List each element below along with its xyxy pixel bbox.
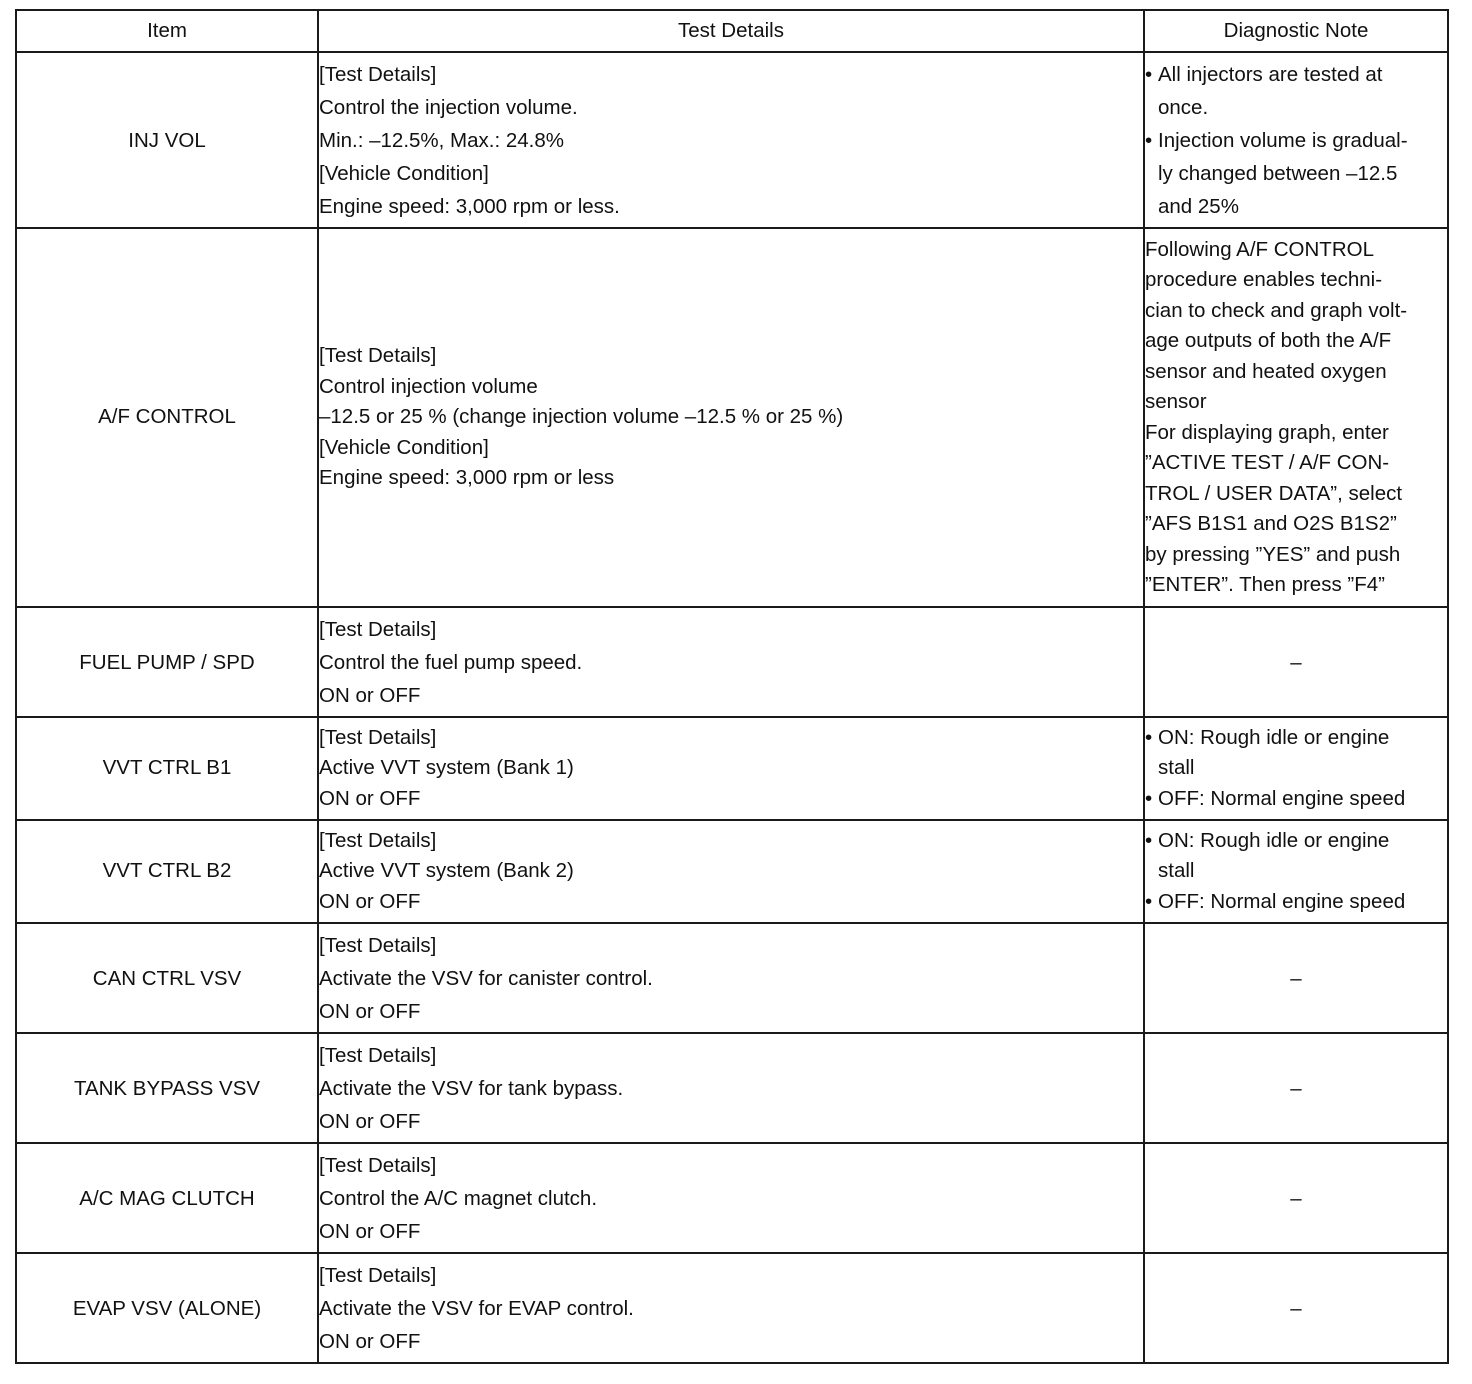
details-line: [Test Details]: [319, 344, 437, 368]
details-cell: [318, 52, 1144, 228]
details-line: Activate the VSV for EVAP control.: [319, 1296, 634, 1320]
note-line: ”ENTER”. Then press ”F4”: [1145, 573, 1385, 596]
details-cell: [318, 717, 1144, 820]
details-line: [Test Details]: [319, 1263, 437, 1287]
details-line: [Test Details]: [319, 62, 437, 86]
note-bullet: [1145, 723, 1447, 784]
note-line: stall: [1158, 756, 1195, 780]
details-line: Engine speed: 3,000 rpm or less.: [319, 194, 620, 218]
table-row: [16, 1143, 1448, 1253]
note-line: OFF: Normal engine speed: [1158, 786, 1406, 810]
bullet-dot-icon: •: [1145, 128, 1153, 152]
note-cell: [1144, 820, 1448, 923]
table-row: [16, 717, 1448, 820]
note-line: procedure enables techni-: [1145, 268, 1383, 291]
item-cell: VVT CTRL B2: [16, 820, 318, 923]
table-row: [16, 228, 1448, 607]
details-line: Active VVT system (Bank 2): [319, 859, 574, 883]
note-line: All injectors are tested at: [1158, 62, 1383, 86]
details-line: Active VVT system (Bank 1): [319, 756, 574, 780]
note-line: and 25%: [1158, 194, 1239, 218]
details-line: [Test Details]: [319, 617, 437, 641]
item-cell: CAN CTRL VSV: [16, 923, 318, 1033]
item-cell: VVT CTRL B1: [16, 717, 318, 820]
details-line: ON or OFF: [319, 1329, 421, 1353]
details-line: ON or OFF: [319, 889, 421, 913]
details-line: Control injection volume: [319, 374, 538, 398]
note-line: by pressing ”YES” and push: [1145, 542, 1401, 566]
note-line: ly changed between –12.5: [1158, 161, 1398, 185]
note-line: ”AFS B1S1 and O2S B1S2”: [1145, 512, 1397, 535]
note-bullet-list: [1145, 58, 1447, 223]
details-line: Control the fuel pump speed.: [319, 650, 583, 674]
details-line: ON or OFF: [319, 683, 421, 707]
details-line: Engine speed: 3,000 rpm or less: [319, 466, 615, 490]
details-cell: [318, 923, 1144, 1033]
details-line: –12.5 or 25 % (change injection volume –12.5 % or 25 %): [319, 405, 844, 429]
table-row: [16, 1253, 1448, 1363]
note-cell: [1144, 717, 1448, 820]
item-cell: A/C MAG CLUTCH: [16, 1143, 318, 1253]
bullet-dot-icon: •: [1145, 62, 1153, 86]
bullet-dot-icon: •: [1145, 786, 1153, 810]
note-line: TROL / USER DATA”, select: [1145, 481, 1403, 505]
details-line: [Vehicle Condition]: [319, 161, 489, 185]
details-cell: [318, 607, 1144, 717]
table-row: [16, 1033, 1448, 1143]
note-line: age outputs of both the A/F: [1145, 329, 1392, 352]
note-bullet: [1145, 124, 1447, 223]
details-line: Activate the VSV for canister control.: [319, 966, 653, 990]
table-row: [16, 923, 1448, 1033]
details-line: [Test Details]: [319, 829, 437, 853]
details-line: [Test Details]: [319, 1153, 437, 1177]
header-diagnostic-note: Diagnostic Note: [1144, 10, 1448, 52]
details-line: Min.: –12.5%, Max.: 24.8%: [319, 128, 564, 152]
table-row: [16, 52, 1448, 228]
details-line: Control the injection volume.: [319, 95, 578, 119]
note-line: ON: Rough idle or engine: [1158, 726, 1390, 750]
details-line: [Test Details]: [319, 1043, 437, 1067]
details-cell: [318, 1143, 1144, 1253]
bullet-dot-icon: •: [1145, 889, 1153, 913]
note-cell: [1144, 52, 1448, 228]
note-cell-empty-dash: –: [1144, 1033, 1448, 1143]
note-bullet: [1145, 58, 1447, 124]
note-bullet-list: [1145, 723, 1447, 814]
details-cell: [318, 228, 1144, 607]
active-test-table: [15, 9, 1449, 1364]
details-line: ON or OFF: [319, 1109, 421, 1133]
item-cell: EVAP VSV (ALONE): [16, 1253, 318, 1363]
details-cell: [318, 820, 1144, 923]
details-cell: [318, 1253, 1144, 1363]
details-line: ON or OFF: [319, 999, 421, 1023]
note-line: stall: [1158, 859, 1195, 883]
details-line: ON or OFF: [319, 786, 421, 810]
details-cell: [318, 1033, 1144, 1143]
details-line: [Test Details]: [319, 726, 437, 750]
details-line: [Vehicle Condition]: [319, 435, 489, 459]
header-test-details: Test Details: [318, 10, 1144, 52]
details-line: Control the A/C magnet clutch.: [319, 1186, 598, 1210]
item-cell: TANK BYPASS VSV: [16, 1033, 318, 1143]
note-line: OFF: Normal engine speed: [1158, 889, 1406, 913]
table-row: [16, 820, 1448, 923]
details-line: [Test Details]: [319, 933, 437, 957]
note-cell: [1144, 228, 1448, 607]
note-line: ”ACTIVE TEST / A/F CON-: [1145, 451, 1390, 474]
details-line: Activate the VSV for tank bypass.: [319, 1076, 624, 1100]
details-line: ON or OFF: [319, 1219, 421, 1243]
note-bullet: [1145, 784, 1447, 814]
note-line: Following A/F CONTROL: [1145, 237, 1374, 261]
note-line: sensor: [1145, 390, 1207, 413]
bullet-dot-icon: •: [1145, 829, 1153, 853]
note-line: ON: Rough idle or engine: [1158, 829, 1390, 853]
header-item: Item: [16, 10, 318, 52]
table-row: [16, 607, 1448, 717]
note-cell-empty-dash: –: [1144, 1143, 1448, 1253]
note-line: sensor and heated oxygen: [1145, 359, 1387, 383]
bullet-dot-icon: •: [1145, 726, 1153, 750]
item-cell: A/F CONTROL: [16, 228, 318, 607]
note-bullet-list: [1145, 826, 1447, 917]
item-cell: FUEL PUMP / SPD: [16, 607, 318, 717]
header-row: [16, 10, 1448, 52]
note-line: For displaying graph, enter: [1145, 420, 1389, 444]
note-cell-empty-dash: –: [1144, 923, 1448, 1033]
note-cell-empty-dash: –: [1144, 607, 1448, 717]
item-cell: INJ VOL: [16, 52, 318, 228]
note-bullet: [1145, 826, 1447, 887]
note-bullet: [1145, 887, 1447, 917]
note-line: cian to check and graph volt-: [1145, 298, 1408, 322]
note-line: once.: [1158, 95, 1209, 119]
note-line: Injection volume is gradual-: [1158, 128, 1408, 152]
note-cell-empty-dash: –: [1144, 1253, 1448, 1363]
